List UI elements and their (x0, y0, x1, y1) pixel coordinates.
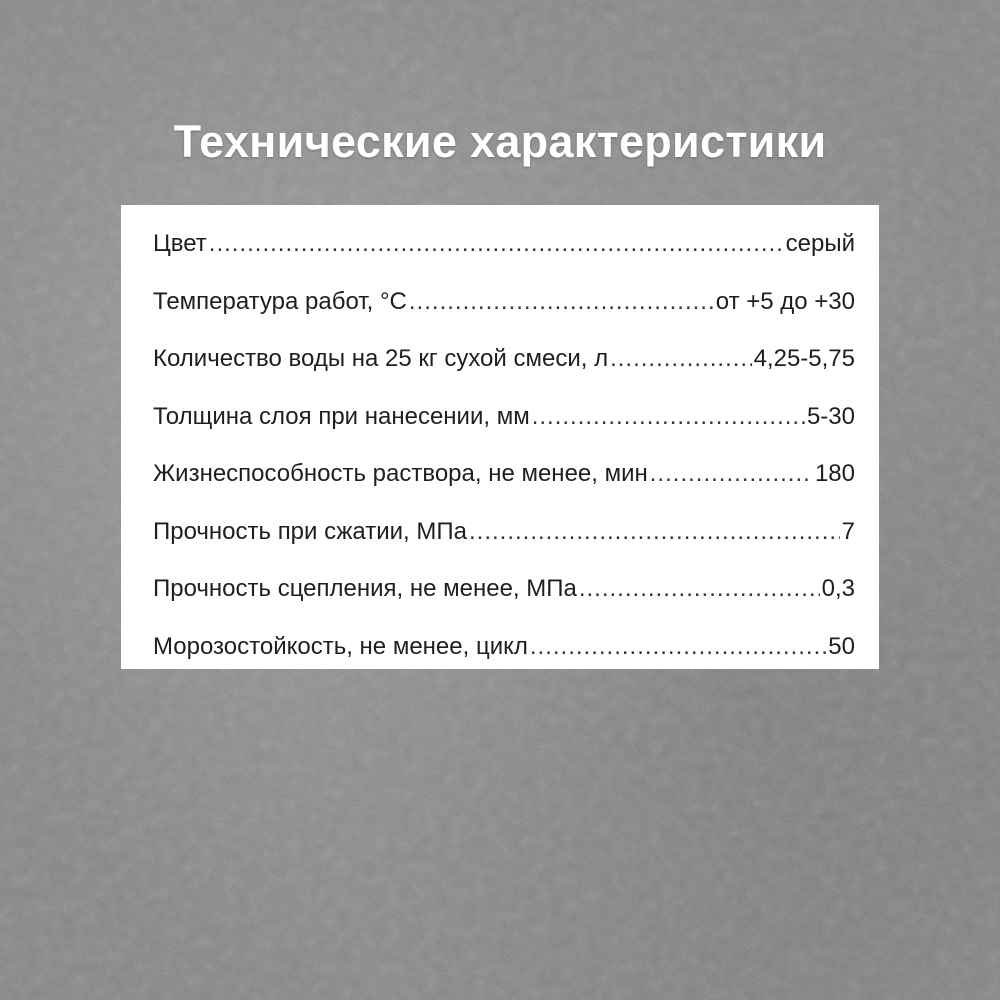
spec-value: от +5 до +30 (715, 287, 855, 315)
spec-row-color (153, 215, 855, 273)
spec-label: Температура работ, °С (153, 287, 407, 315)
spec-value: серый (785, 230, 855, 257)
spec-row-pot-life (153, 445, 855, 503)
spec-label: Цвет (153, 230, 207, 257)
dot-leader (530, 618, 826, 676)
spec-label: Морозостойкость, не менее, цикл (153, 632, 528, 660)
spec-row-frost-resistance (153, 618, 855, 676)
spec-value: 7 (841, 517, 855, 545)
dot-leader (610, 330, 752, 388)
spec-row-thickness (153, 388, 855, 446)
spec-label: Жизнеспособность раствора, не менее, мин (153, 460, 648, 487)
page-title: Технические характеристики (173, 116, 827, 167)
dot-leader (650, 445, 813, 503)
spec-value: 180 (814, 460, 855, 487)
spec-label: Прочность при сжатии, МПа (153, 517, 467, 545)
spec-row-compressive-strength (153, 503, 855, 561)
spec-row-water (153, 330, 855, 388)
spec-value: 50 (828, 632, 855, 660)
spec-label: Количество воды на 25 кг сухой смеси, л (153, 345, 609, 372)
spec-value: 5-30 (806, 402, 855, 430)
spec-label: Толщина слоя при нанесении, мм (153, 402, 530, 430)
spec-card (121, 205, 879, 669)
spec-value: 0,3 (821, 575, 855, 602)
dot-leader (409, 273, 714, 331)
spec-value: 4,25-5,75 (753, 345, 855, 372)
dot-leader (209, 215, 784, 273)
dot-leader (579, 560, 820, 618)
spec-row-adhesion-strength (153, 560, 855, 618)
spec-label: Прочность сцепления, не менее, МПа (153, 575, 577, 602)
dot-leader (532, 388, 805, 446)
dot-leader (469, 503, 840, 561)
spec-row-temperature (153, 273, 855, 331)
